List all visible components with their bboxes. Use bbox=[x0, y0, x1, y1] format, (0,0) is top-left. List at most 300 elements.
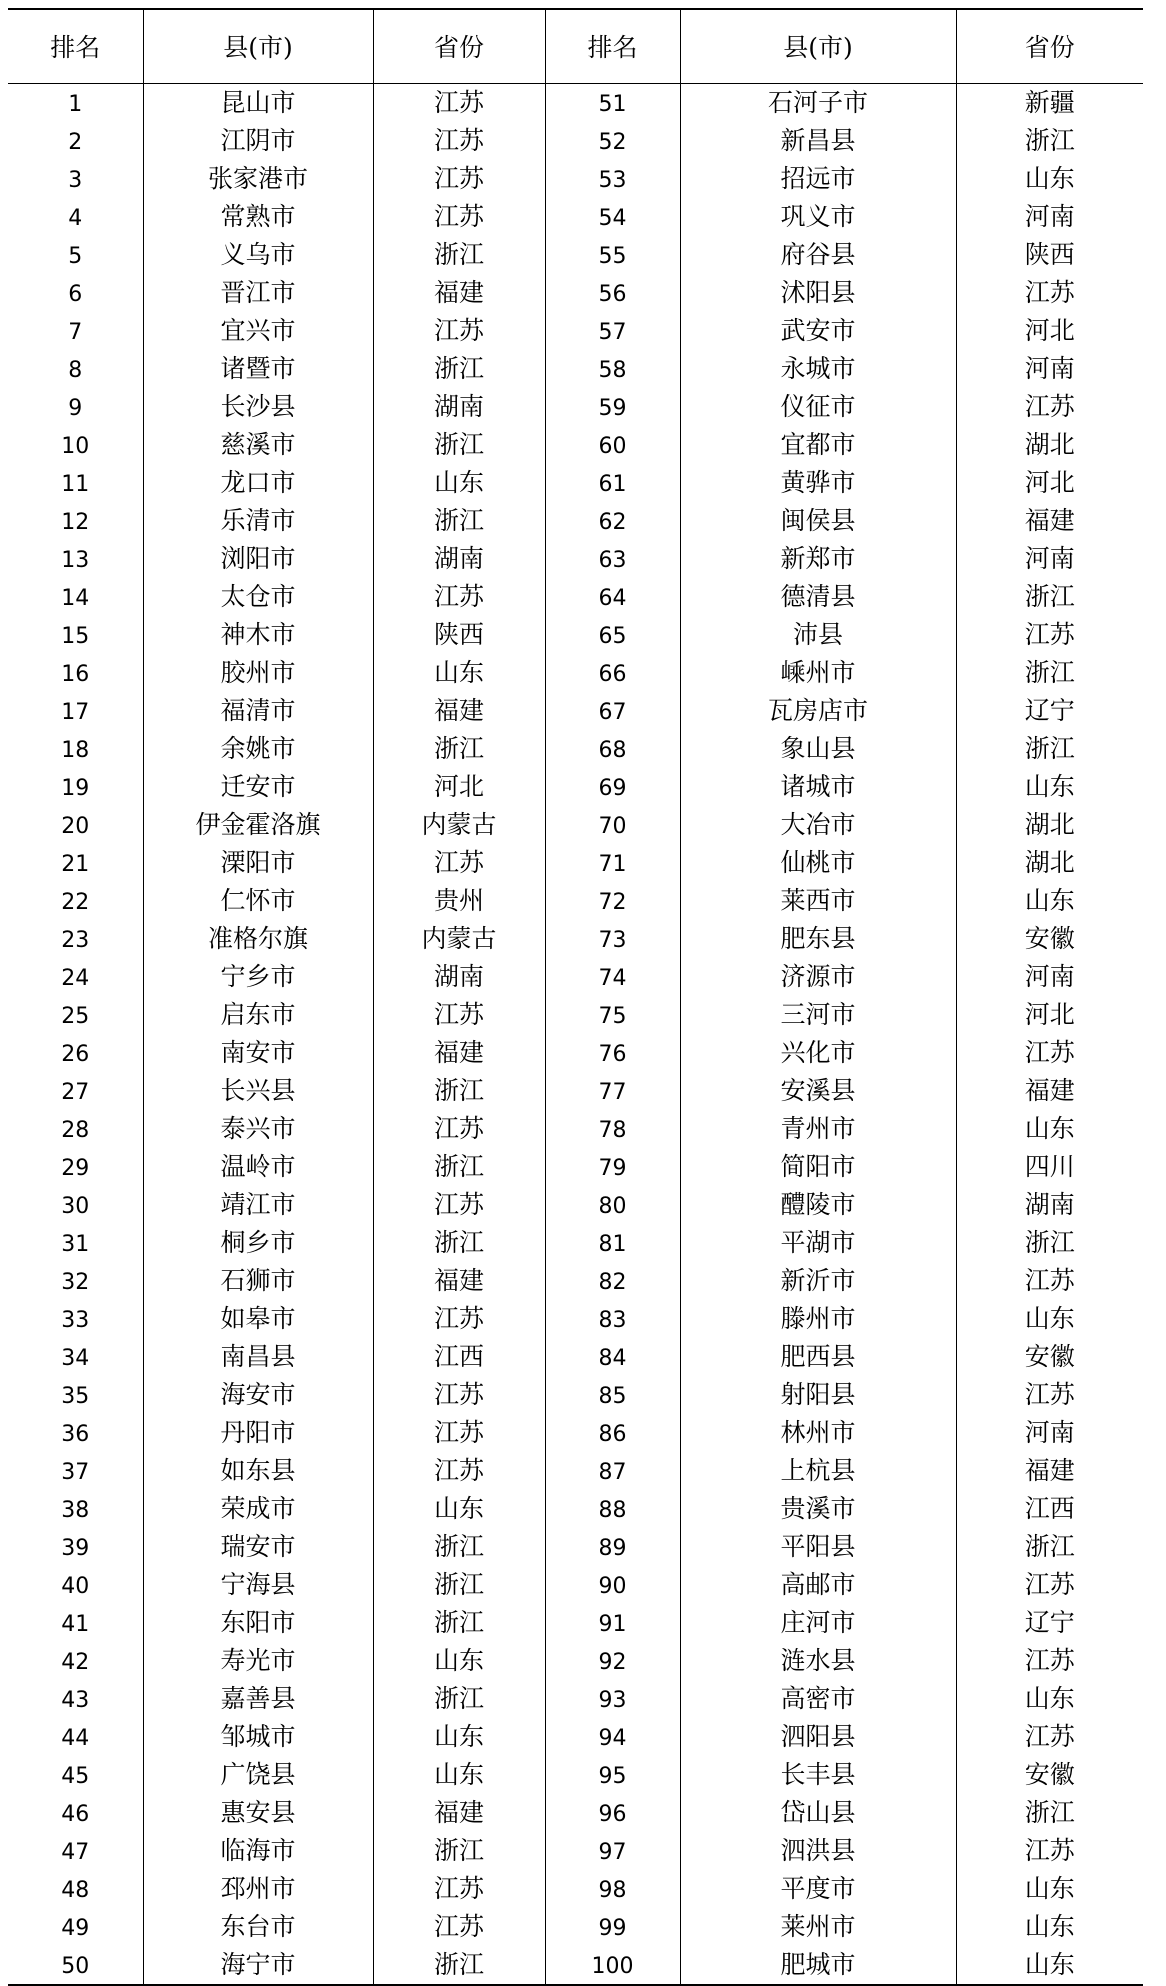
rank-cell: 18 bbox=[61, 737, 90, 763]
county-cell: 慈溪市 bbox=[143, 426, 373, 464]
rank-cell: 74 bbox=[545, 958, 680, 996]
county-cell: 沛县 bbox=[680, 616, 956, 654]
rank-cell: 19 bbox=[61, 775, 90, 801]
province-cell: 江苏 bbox=[373, 83, 545, 122]
county-cell: 海安市 bbox=[143, 1376, 373, 1414]
province-cell: 江苏 bbox=[956, 1642, 1143, 1680]
table-row bbox=[8, 426, 1143, 464]
rank-cell: 44 bbox=[61, 1725, 90, 1751]
rank-cell: 22 bbox=[61, 889, 90, 915]
province-cell: 浙江 bbox=[373, 1072, 545, 1110]
table-body bbox=[8, 83, 1143, 1985]
province-cell: 湖北 bbox=[956, 844, 1143, 882]
county-cell: 青州市 bbox=[680, 1110, 956, 1148]
rank-cell: 40 bbox=[61, 1573, 90, 1599]
province-cell: 山东 bbox=[956, 1908, 1143, 1946]
county-cell: 荣成市 bbox=[143, 1490, 373, 1528]
county-cell: 寿光市 bbox=[143, 1642, 373, 1680]
table-row bbox=[8, 692, 1143, 730]
rank-cell: 43 bbox=[61, 1687, 90, 1713]
province-cell: 江苏 bbox=[373, 1110, 545, 1148]
county-cell: 贵溪市 bbox=[680, 1490, 956, 1528]
county-cell: 滕州市 bbox=[680, 1300, 956, 1338]
province-cell: 河北 bbox=[956, 464, 1143, 502]
county-cell: 瑞安市 bbox=[143, 1528, 373, 1566]
county-cell: 简阳市 bbox=[680, 1148, 956, 1186]
rank-cell: 78 bbox=[545, 1110, 680, 1148]
county-cell: 东阳市 bbox=[143, 1604, 373, 1642]
rank-cell: 42 bbox=[61, 1649, 90, 1675]
county-cell: 临海市 bbox=[143, 1832, 373, 1870]
header-province-left: 省份 bbox=[373, 9, 545, 83]
province-cell: 浙江 bbox=[956, 654, 1143, 692]
province-cell: 浙江 bbox=[956, 730, 1143, 768]
rank-cell: 73 bbox=[545, 920, 680, 958]
county-cell: 南昌县 bbox=[143, 1338, 373, 1376]
rank-cell: 69 bbox=[545, 768, 680, 806]
county-cell: 嘉善县 bbox=[143, 1680, 373, 1718]
county-cell: 晋江市 bbox=[143, 274, 373, 312]
rank-cell: 29 bbox=[61, 1155, 90, 1181]
rank-cell: 57 bbox=[545, 312, 680, 350]
province-cell: 福建 bbox=[956, 1452, 1143, 1490]
rank-cell: 6 bbox=[68, 281, 83, 307]
county-ranking-table bbox=[8, 8, 1143, 1986]
province-cell: 浙江 bbox=[373, 502, 545, 540]
rank-cell: 64 bbox=[545, 578, 680, 616]
province-cell: 山东 bbox=[373, 464, 545, 502]
province-cell: 陕西 bbox=[373, 616, 545, 654]
table-row bbox=[8, 1566, 1143, 1604]
rank-cell: 1 bbox=[68, 91, 83, 117]
province-cell: 安徽 bbox=[956, 1338, 1143, 1376]
county-cell: 府谷县 bbox=[680, 236, 956, 274]
rank-cell: 48 bbox=[61, 1877, 90, 1903]
province-cell: 湖北 bbox=[956, 806, 1143, 844]
table-row bbox=[8, 1870, 1143, 1908]
county-cell: 莱西市 bbox=[680, 882, 956, 920]
table-row bbox=[8, 1148, 1143, 1186]
rank-cell: 87 bbox=[545, 1452, 680, 1490]
province-cell: 浙江 bbox=[373, 730, 545, 768]
table-row bbox=[8, 1908, 1143, 1946]
county-cell: 上杭县 bbox=[680, 1452, 956, 1490]
county-cell: 宁乡市 bbox=[143, 958, 373, 996]
province-cell: 江苏 bbox=[373, 1300, 545, 1338]
county-cell: 泗阳县 bbox=[680, 1718, 956, 1756]
county-cell: 靖江市 bbox=[143, 1186, 373, 1224]
province-cell: 福建 bbox=[956, 502, 1143, 540]
county-cell: 兴化市 bbox=[680, 1034, 956, 1072]
rank-cell: 83 bbox=[545, 1300, 680, 1338]
table-row bbox=[8, 1832, 1143, 1870]
province-cell: 江苏 bbox=[373, 996, 545, 1034]
table-row bbox=[8, 1110, 1143, 1148]
rank-cell: 30 bbox=[61, 1193, 90, 1219]
province-cell: 浙江 bbox=[956, 578, 1143, 616]
province-cell: 浙江 bbox=[373, 236, 545, 274]
county-cell: 邳州市 bbox=[143, 1870, 373, 1908]
table-row bbox=[8, 1262, 1143, 1300]
county-cell: 高密市 bbox=[680, 1680, 956, 1718]
table-row bbox=[8, 996, 1143, 1034]
province-cell: 江苏 bbox=[373, 1376, 545, 1414]
county-cell: 济源市 bbox=[680, 958, 956, 996]
county-cell: 宁海县 bbox=[143, 1566, 373, 1604]
rank-cell: 36 bbox=[61, 1421, 90, 1447]
province-cell: 浙江 bbox=[956, 1528, 1143, 1566]
county-cell: 浏阳市 bbox=[143, 540, 373, 578]
rank-cell: 92 bbox=[545, 1642, 680, 1680]
table-row bbox=[8, 1414, 1143, 1452]
county-cell: 石狮市 bbox=[143, 1262, 373, 1300]
table-row bbox=[8, 1300, 1143, 1338]
province-cell: 江苏 bbox=[373, 312, 545, 350]
province-cell: 河北 bbox=[956, 996, 1143, 1034]
county-cell: 温岭市 bbox=[143, 1148, 373, 1186]
province-cell: 江苏 bbox=[373, 1186, 545, 1224]
county-cell: 新郑市 bbox=[680, 540, 956, 578]
table-row bbox=[8, 1794, 1143, 1832]
rank-cell: 8 bbox=[68, 357, 83, 383]
county-cell: 岱山县 bbox=[680, 1794, 956, 1832]
rank-cell: 55 bbox=[545, 236, 680, 274]
province-cell: 辽宁 bbox=[956, 1604, 1143, 1642]
header-county-right: 县(市) bbox=[680, 9, 956, 83]
province-cell: 湖南 bbox=[373, 540, 545, 578]
table-row bbox=[8, 502, 1143, 540]
county-cell: 安溪县 bbox=[680, 1072, 956, 1110]
county-cell: 庄河市 bbox=[680, 1604, 956, 1642]
rank-cell: 53 bbox=[545, 160, 680, 198]
table-row bbox=[8, 1946, 1143, 1985]
province-cell: 新疆 bbox=[956, 83, 1143, 122]
rank-cell: 89 bbox=[545, 1528, 680, 1566]
county-cell: 高邮市 bbox=[680, 1566, 956, 1604]
rank-cell: 27 bbox=[61, 1079, 90, 1105]
rank-cell: 37 bbox=[61, 1459, 90, 1485]
county-cell: 惠安县 bbox=[143, 1794, 373, 1832]
county-cell: 张家港市 bbox=[143, 160, 373, 198]
rank-cell: 76 bbox=[545, 1034, 680, 1072]
county-cell: 昆山市 bbox=[143, 83, 373, 122]
county-cell: 平度市 bbox=[680, 1870, 956, 1908]
province-cell: 江苏 bbox=[956, 1566, 1143, 1604]
province-cell: 山东 bbox=[373, 1718, 545, 1756]
table-row bbox=[8, 1034, 1143, 1072]
rank-cell: 34 bbox=[61, 1345, 90, 1371]
table-row bbox=[8, 844, 1143, 882]
rank-cell: 66 bbox=[545, 654, 680, 692]
county-cell: 永城市 bbox=[680, 350, 956, 388]
header-rank-left: 排名 bbox=[8, 9, 143, 83]
province-cell: 四川 bbox=[956, 1148, 1143, 1186]
county-cell: 诸暨市 bbox=[143, 350, 373, 388]
county-cell: 长丰县 bbox=[680, 1756, 956, 1794]
rank-cell: 10 bbox=[61, 433, 90, 459]
rank-cell: 56 bbox=[545, 274, 680, 312]
province-cell: 福建 bbox=[956, 1072, 1143, 1110]
rank-cell: 70 bbox=[545, 806, 680, 844]
province-cell: 河南 bbox=[956, 958, 1143, 996]
county-cell: 涟水县 bbox=[680, 1642, 956, 1680]
county-cell: 义乌市 bbox=[143, 236, 373, 274]
table-row bbox=[8, 198, 1143, 236]
province-cell: 陕西 bbox=[956, 236, 1143, 274]
header-county-left: 县(市) bbox=[143, 9, 373, 83]
province-cell: 安徽 bbox=[956, 1756, 1143, 1794]
table-row bbox=[8, 83, 1143, 122]
province-cell: 浙江 bbox=[373, 1528, 545, 1566]
province-cell: 浙江 bbox=[373, 426, 545, 464]
rank-cell: 11 bbox=[61, 471, 90, 497]
province-cell: 江苏 bbox=[956, 1376, 1143, 1414]
province-cell: 浙江 bbox=[956, 1224, 1143, 1262]
rank-cell: 84 bbox=[545, 1338, 680, 1376]
rank-cell: 28 bbox=[61, 1117, 90, 1143]
province-cell: 山东 bbox=[373, 654, 545, 692]
county-cell: 邹城市 bbox=[143, 1718, 373, 1756]
table-row bbox=[8, 1490, 1143, 1528]
table-row bbox=[8, 388, 1143, 426]
province-cell: 山东 bbox=[956, 160, 1143, 198]
province-cell: 江苏 bbox=[373, 160, 545, 198]
province-cell: 浙江 bbox=[373, 1946, 545, 1985]
county-cell: 宜都市 bbox=[680, 426, 956, 464]
province-cell: 福建 bbox=[373, 1794, 545, 1832]
province-cell: 贵州 bbox=[373, 882, 545, 920]
county-cell: 长沙县 bbox=[143, 388, 373, 426]
county-cell: 胶州市 bbox=[143, 654, 373, 692]
county-cell: 泗洪县 bbox=[680, 1832, 956, 1870]
province-cell: 江西 bbox=[373, 1338, 545, 1376]
rank-cell: 68 bbox=[545, 730, 680, 768]
county-cell: 诸城市 bbox=[680, 768, 956, 806]
rank-cell: 26 bbox=[61, 1041, 90, 1067]
county-cell: 醴陵市 bbox=[680, 1186, 956, 1224]
province-cell: 湖南 bbox=[373, 958, 545, 996]
rank-cell: 4 bbox=[68, 205, 83, 231]
table-row bbox=[8, 312, 1143, 350]
province-cell: 内蒙古 bbox=[373, 920, 545, 958]
province-cell: 福建 bbox=[373, 274, 545, 312]
county-cell: 象山县 bbox=[680, 730, 956, 768]
province-cell: 江苏 bbox=[373, 1414, 545, 1452]
province-cell: 山东 bbox=[956, 1680, 1143, 1718]
rank-cell: 96 bbox=[545, 1794, 680, 1832]
county-cell: 桐乡市 bbox=[143, 1224, 373, 1262]
county-cell: 闽侯县 bbox=[680, 502, 956, 540]
county-cell: 新昌县 bbox=[680, 122, 956, 160]
province-cell: 江苏 bbox=[373, 1452, 545, 1490]
table-row bbox=[8, 1642, 1143, 1680]
province-cell: 山东 bbox=[956, 1946, 1143, 1985]
county-cell: 巩义市 bbox=[680, 198, 956, 236]
table-row bbox=[8, 768, 1143, 806]
county-cell: 广饶县 bbox=[143, 1756, 373, 1794]
province-cell: 浙江 bbox=[373, 1148, 545, 1186]
rank-cell: 24 bbox=[61, 965, 90, 991]
county-cell: 德清县 bbox=[680, 578, 956, 616]
rank-cell: 2 bbox=[68, 129, 83, 155]
rank-cell: 47 bbox=[61, 1839, 90, 1865]
rank-cell: 58 bbox=[545, 350, 680, 388]
county-cell: 宜兴市 bbox=[143, 312, 373, 350]
rank-cell: 71 bbox=[545, 844, 680, 882]
rank-cell: 17 bbox=[61, 699, 90, 725]
rank-cell: 62 bbox=[545, 502, 680, 540]
table-row bbox=[8, 1376, 1143, 1414]
rank-cell: 67 bbox=[545, 692, 680, 730]
rank-cell: 16 bbox=[61, 661, 90, 687]
rank-cell: 7 bbox=[68, 319, 83, 345]
table-row bbox=[8, 464, 1143, 502]
table-row bbox=[8, 1072, 1143, 1110]
county-cell: 江阴市 bbox=[143, 122, 373, 160]
rank-cell: 9 bbox=[68, 395, 83, 421]
table-row bbox=[8, 882, 1143, 920]
rank-cell: 14 bbox=[61, 585, 90, 611]
rank-cell: 77 bbox=[545, 1072, 680, 1110]
county-cell: 石河子市 bbox=[680, 83, 956, 122]
county-cell: 长兴县 bbox=[143, 1072, 373, 1110]
province-cell: 江苏 bbox=[956, 616, 1143, 654]
county-cell: 平湖市 bbox=[680, 1224, 956, 1262]
province-cell: 山东 bbox=[373, 1642, 545, 1680]
province-cell: 浙江 bbox=[373, 1224, 545, 1262]
province-cell: 山东 bbox=[373, 1756, 545, 1794]
table-row bbox=[8, 654, 1143, 692]
county-cell: 启东市 bbox=[143, 996, 373, 1034]
rank-cell: 88 bbox=[545, 1490, 680, 1528]
county-cell: 平阳县 bbox=[680, 1528, 956, 1566]
rank-cell: 35 bbox=[61, 1383, 90, 1409]
rank-cell: 75 bbox=[545, 996, 680, 1034]
rank-cell: 95 bbox=[545, 1756, 680, 1794]
rank-cell: 21 bbox=[61, 851, 90, 877]
county-cell: 乐清市 bbox=[143, 502, 373, 540]
province-cell: 河北 bbox=[956, 312, 1143, 350]
table-row bbox=[8, 1452, 1143, 1490]
county-cell: 神木市 bbox=[143, 616, 373, 654]
county-cell: 嵊州市 bbox=[680, 654, 956, 692]
county-cell: 福清市 bbox=[143, 692, 373, 730]
county-cell: 三河市 bbox=[680, 996, 956, 1034]
rank-cell: 93 bbox=[545, 1680, 680, 1718]
province-cell: 河南 bbox=[956, 540, 1143, 578]
province-cell: 浙江 bbox=[373, 1680, 545, 1718]
county-cell: 新沂市 bbox=[680, 1262, 956, 1300]
header-province-right: 省份 bbox=[956, 9, 1143, 83]
county-cell: 常熟市 bbox=[143, 198, 373, 236]
county-cell: 如东县 bbox=[143, 1452, 373, 1490]
rank-cell: 79 bbox=[545, 1148, 680, 1186]
rank-cell: 23 bbox=[61, 927, 90, 953]
table-row bbox=[8, 160, 1143, 198]
province-cell: 江苏 bbox=[956, 274, 1143, 312]
county-cell: 沭阳县 bbox=[680, 274, 956, 312]
county-cell: 海宁市 bbox=[143, 1946, 373, 1985]
county-cell: 大冶市 bbox=[680, 806, 956, 844]
table-row bbox=[8, 236, 1143, 274]
county-cell: 武安市 bbox=[680, 312, 956, 350]
rank-cell: 33 bbox=[61, 1307, 90, 1333]
county-cell: 泰兴市 bbox=[143, 1110, 373, 1148]
province-cell: 江苏 bbox=[373, 844, 545, 882]
province-cell: 河南 bbox=[956, 350, 1143, 388]
county-cell: 如皋市 bbox=[143, 1300, 373, 1338]
province-cell: 江苏 bbox=[956, 1034, 1143, 1072]
rank-cell: 50 bbox=[8, 1946, 143, 1985]
rank-cell: 100 bbox=[545, 1946, 680, 1985]
province-cell: 江苏 bbox=[373, 1870, 545, 1908]
province-cell: 江苏 bbox=[373, 122, 545, 160]
province-cell: 江苏 bbox=[373, 198, 545, 236]
province-cell: 江苏 bbox=[956, 388, 1143, 426]
rank-cell: 65 bbox=[545, 616, 680, 654]
table-row bbox=[8, 350, 1143, 388]
province-cell: 福建 bbox=[373, 1262, 545, 1300]
county-cell: 肥城市 bbox=[680, 1946, 956, 1985]
rank-cell: 31 bbox=[61, 1231, 90, 1257]
rank-cell: 39 bbox=[61, 1535, 90, 1561]
rank-cell: 49 bbox=[61, 1915, 90, 1941]
province-cell: 山东 bbox=[956, 768, 1143, 806]
table-row bbox=[8, 1224, 1143, 1262]
rank-cell: 15 bbox=[61, 623, 90, 649]
province-cell: 山东 bbox=[956, 1870, 1143, 1908]
province-cell: 江西 bbox=[956, 1490, 1143, 1528]
rank-cell: 32 bbox=[61, 1269, 90, 1295]
county-cell: 林州市 bbox=[680, 1414, 956, 1452]
rank-cell: 85 bbox=[545, 1376, 680, 1414]
rank-cell: 63 bbox=[545, 540, 680, 578]
province-cell: 湖南 bbox=[373, 388, 545, 426]
table-row bbox=[8, 958, 1143, 996]
county-cell: 余姚市 bbox=[143, 730, 373, 768]
province-cell: 浙江 bbox=[956, 1794, 1143, 1832]
rank-cell: 25 bbox=[61, 1003, 90, 1029]
province-cell: 河南 bbox=[956, 198, 1143, 236]
rank-cell: 12 bbox=[61, 509, 90, 535]
table-row bbox=[8, 1528, 1143, 1566]
province-cell: 福建 bbox=[373, 692, 545, 730]
province-cell: 浙江 bbox=[373, 1604, 545, 1642]
county-cell: 准格尔旗 bbox=[143, 920, 373, 958]
province-cell: 浙江 bbox=[956, 122, 1143, 160]
table-row bbox=[8, 1756, 1143, 1794]
rank-cell: 81 bbox=[545, 1224, 680, 1262]
table-row bbox=[8, 1604, 1143, 1642]
province-cell: 江苏 bbox=[956, 1718, 1143, 1756]
province-cell: 辽宁 bbox=[956, 692, 1143, 730]
rank-cell: 98 bbox=[545, 1870, 680, 1908]
county-cell: 伊金霍洛旗 bbox=[143, 806, 373, 844]
county-cell: 肥西县 bbox=[680, 1338, 956, 1376]
rank-cell: 80 bbox=[545, 1186, 680, 1224]
county-cell: 仪征市 bbox=[680, 388, 956, 426]
province-cell: 河南 bbox=[956, 1414, 1143, 1452]
province-cell: 江苏 bbox=[956, 1262, 1143, 1300]
rank-cell: 61 bbox=[545, 464, 680, 502]
rank-cell: 51 bbox=[545, 83, 680, 122]
county-cell: 南安市 bbox=[143, 1034, 373, 1072]
rank-cell: 90 bbox=[545, 1566, 680, 1604]
rank-cell: 5 bbox=[68, 243, 83, 269]
rank-cell: 59 bbox=[545, 388, 680, 426]
header-rank-right: 排名 bbox=[545, 9, 680, 83]
rank-cell: 72 bbox=[545, 882, 680, 920]
